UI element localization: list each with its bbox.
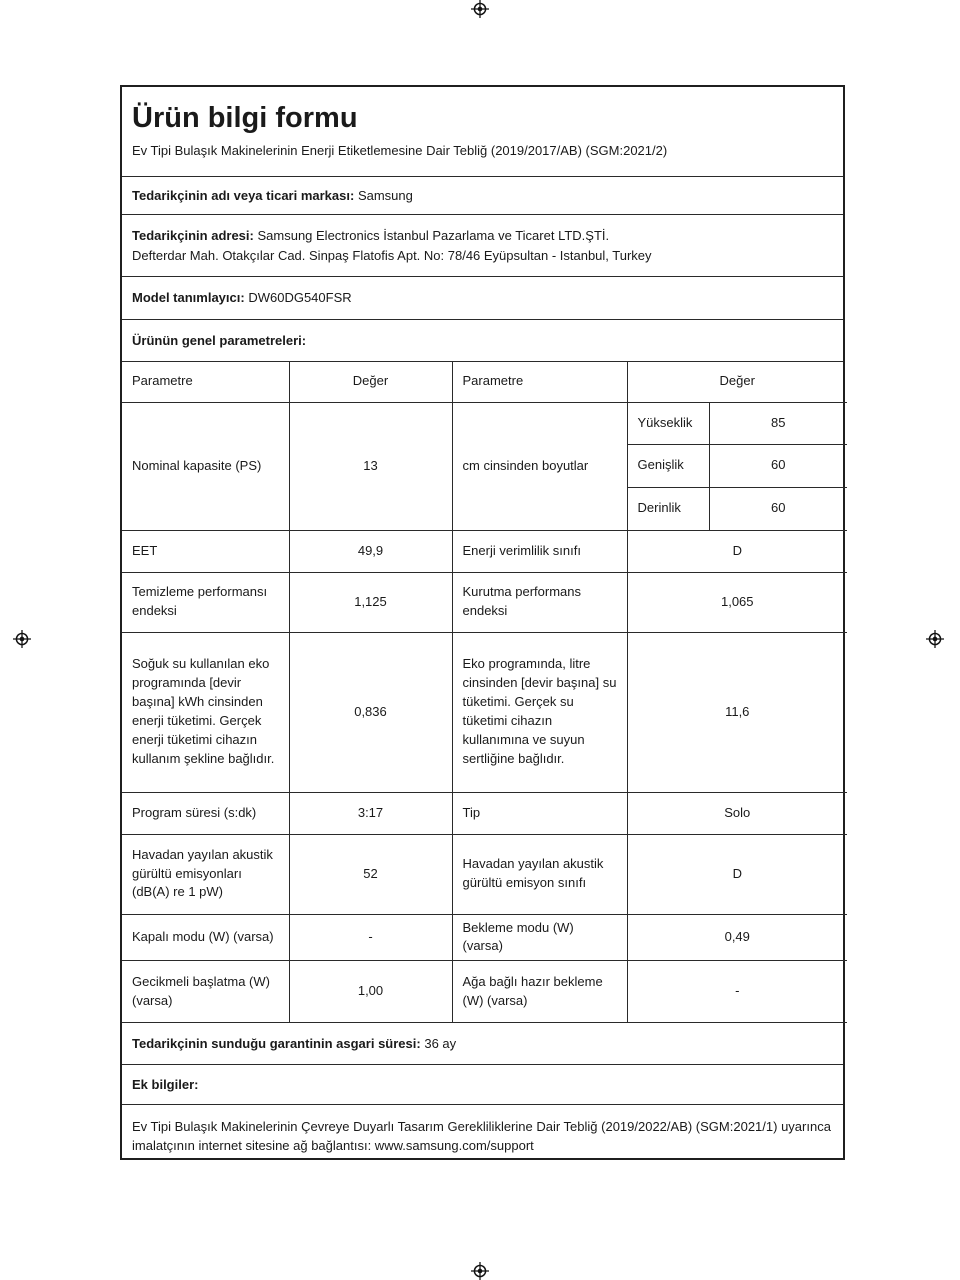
col-header-parametre-left: Parametre <box>122 362 289 402</box>
cell-param-value: 1,065 <box>627 572 847 632</box>
model-row <box>122 277 843 320</box>
cell-dimensions-label: cm cinsinden boyutlar <box>452 402 627 530</box>
page-title: Ürün bilgi formu <box>132 101 358 134</box>
cell-param-label: Eko programında, litre cinsinden [devir başına] su tüketimi. Gerçek su tüketimi cihazın kullanımına ve suyun sertliğine bağlıdır. <box>452 632 627 792</box>
cell-param-label: Program süresi (s:dk) <box>122 792 289 834</box>
cell-param-label: Kapalı modu (W) (varsa) <box>122 914 289 961</box>
cell-param-label: Havadan yayılan akustik gürültü emisyonları (dB(A) re 1 pW) <box>122 834 289 914</box>
cell-dimension-value: 85 <box>709 402 847 444</box>
cell-param-value: 0,836 <box>289 632 452 792</box>
extra-info-label: Ek bilgiler: <box>132 1076 199 1092</box>
col-header-parametre-right: Parametre <box>452 362 627 402</box>
cell-param-value: D <box>627 834 847 914</box>
table-row <box>122 632 847 792</box>
warranty-value: 36 ay <box>424 1035 457 1051</box>
cell-param-value: - <box>289 914 452 961</box>
cell-param-label: Kurutma performans endeksi <box>452 572 627 632</box>
supplier-name-label: Tedarikçinin adı veya ticari markası: <box>132 187 355 203</box>
cell-param-label: Enerji verimlilik sınıfı <box>452 530 627 572</box>
extra-info-heading-row <box>122 1065 843 1105</box>
title-block <box>122 87 843 177</box>
table-row <box>122 834 847 914</box>
page-subtitle: Ev Tipi Bulaşık Makinelerinin Enerji Etiketlemesine Dair Tebliğ (2019/2017/AB) (SGM:2021/2) <box>132 142 668 158</box>
table-row <box>122 572 847 632</box>
cell-param-label: Tip <box>452 792 627 834</box>
registration-mark-icon <box>471 0 489 18</box>
extra-info-text: Ev Tipi Bulaşık Makinelerinin Çevreye Duyarlı Tasarım Gerekliliklerine Dair Tebliğ (2019/2022/AB) (SGM:2021/1) uyarınca imalatçının internet sitesine ağ bağlantısı: www.samsung.com/support <box>132 1118 831 1154</box>
cell-param-value: 3:17 <box>289 792 452 834</box>
table-header-row <box>122 362 847 402</box>
cell-dimension-value: 60 <box>709 487 847 530</box>
cell-param-value: D <box>627 530 847 572</box>
cell-param-label: Soğuk su kullanılan eko programında [devir başına] kWh cinsinden enerji tüketimi. Gerçek enerji tüketimi cihazın kullanım şekline bağlıdır. <box>122 632 289 792</box>
supplier-address-line2: Defterdar Mah. Otakçılar Cad. Sinpaş Flatofis Apt. No: 78/46 Eyüpsultan - Istanbul, Turkey <box>132 247 652 263</box>
form-box <box>120 85 845 1160</box>
cell-param-label: Bekleme modu (W) (varsa) <box>452 914 627 961</box>
cell-dimension-value: 60 <box>709 444 847 487</box>
cell-param-label: Temizleme performansı endeksi <box>122 572 289 632</box>
table-row <box>122 914 847 961</box>
col-header-deger-right: Değer <box>627 362 847 402</box>
general-params-heading-row <box>122 320 843 362</box>
general-params-heading: Ürünün genel parametreleri: <box>132 332 307 348</box>
cell-capacity-label: Nominal kapasite (PS) <box>122 402 289 530</box>
registration-mark-icon <box>926 630 944 648</box>
table-row <box>122 792 847 834</box>
cell-param-value: 52 <box>289 834 452 914</box>
cell-param-value: Solo <box>627 792 847 834</box>
model-value: DW60DG540FSR <box>248 290 352 306</box>
parameters-table <box>122 362 847 1023</box>
cell-param-label: EET <box>122 530 289 572</box>
cell-capacity-value: 13 <box>289 402 452 530</box>
supplier-address-label: Tedarikçinin adresi: <box>132 228 254 243</box>
registration-mark-icon <box>13 630 31 648</box>
cell-param-value: 49,9 <box>289 530 452 572</box>
cell-param-value: 1,125 <box>289 572 452 632</box>
model-label: Model tanımlayıcı: <box>132 290 245 306</box>
cell-param-value: 0,49 <box>627 914 847 961</box>
supplier-address-value: Samsung Electronics İstanbul Pazarlama ve Ticaret LTD.ŞTİ. <box>257 228 610 243</box>
cell-param-value: 11,6 <box>627 632 847 792</box>
cell-param-label: Havadan yayılan akustik gürültü emisyon sınıfı <box>452 834 627 914</box>
cell-dimension-name: Yükseklik <box>627 402 709 444</box>
warranty-label: Tedarikçinin sunduğu garantinin asgari süresi: <box>132 1035 421 1051</box>
cell-param-value: 1,00 <box>289 961 452 1023</box>
warranty-row <box>122 1023 843 1065</box>
col-header-deger-left: Değer <box>289 362 452 402</box>
table-row-dimensions <box>122 402 847 444</box>
cell-param-label: Ağa bağlı hazır bekleme (W) (varsa) <box>452 961 627 1023</box>
table-row <box>122 530 847 572</box>
registration-mark-icon <box>471 1262 489 1280</box>
cell-param-label: Gecikmeli başlatma (W) (varsa) <box>122 961 289 1023</box>
cell-dimension-name: Derinlik <box>627 487 709 530</box>
supplier-name-row <box>122 177 843 215</box>
cell-param-value: - <box>627 961 847 1023</box>
table-row <box>122 961 847 1023</box>
extra-info-text-row <box>122 1105 843 1167</box>
supplier-address-row <box>122 215 843 277</box>
cell-dimension-name: Genişlik <box>627 444 709 487</box>
supplier-name-value: Samsung <box>357 187 413 203</box>
